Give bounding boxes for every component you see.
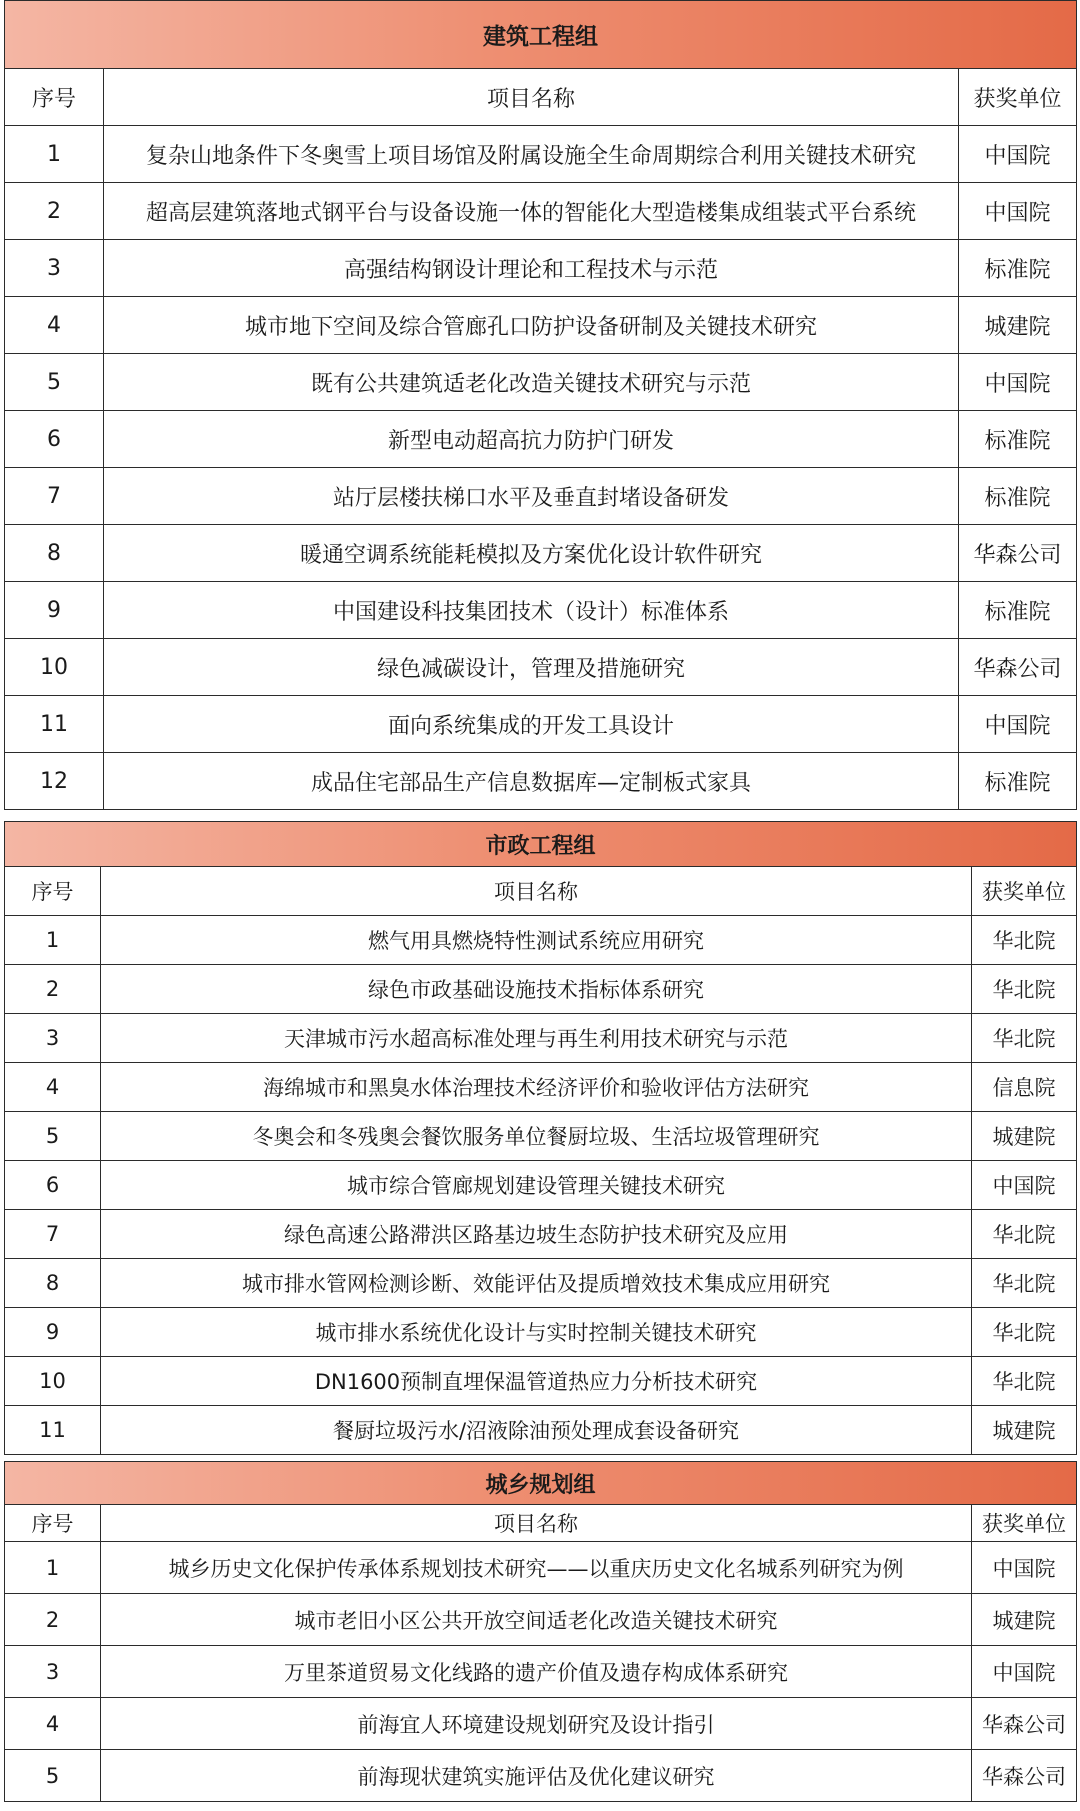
- header-name: 项目名称: [104, 69, 959, 126]
- urban-rural-planning-table: [4, 1461, 1077, 1802]
- row-number: 2: [5, 183, 104, 240]
- section-body: [5, 1462, 1077, 1802]
- column-header-row: [5, 1505, 1077, 1542]
- table-row: [5, 916, 1077, 965]
- row-number: 4: [5, 1063, 101, 1112]
- project-name: 海绵城市和黑臭水体治理技术经济评价和验收评估方法研究: [101, 1063, 972, 1112]
- header-unit: 获奖单位: [972, 1505, 1077, 1542]
- row-number: 1: [5, 1542, 101, 1594]
- section-title-row: [5, 822, 1077, 867]
- municipal-engineering-table: [4, 821, 1077, 1455]
- section-title-row: [5, 1462, 1077, 1505]
- section-title: 城乡规划组: [5, 1462, 1077, 1505]
- header-no: 序号: [5, 69, 104, 126]
- award-unit: 城建院: [972, 1594, 1077, 1646]
- project-name: 绿色减碳设计，管理及措施研究: [104, 639, 959, 696]
- project-name: DN1600预制直埋保温管道热应力分析技术研究: [101, 1357, 972, 1406]
- header-no: 序号: [5, 1505, 101, 1542]
- row-number: 10: [5, 1357, 101, 1406]
- award-unit: 中国院: [972, 1542, 1077, 1594]
- row-number: 1: [5, 916, 101, 965]
- table-row: [5, 696, 1077, 753]
- award-unit: 华北院: [972, 1014, 1077, 1063]
- table-row: [5, 1259, 1077, 1308]
- row-number: 6: [5, 411, 104, 468]
- project-name: 成品住宅部品生产信息数据库—定制板式家具: [104, 753, 959, 810]
- project-name: 燃气用具燃烧特性测试系统应用研究: [101, 916, 972, 965]
- row-number: 11: [5, 1406, 101, 1455]
- project-name: 中国建设科技集团技术（设计）标准体系: [104, 582, 959, 639]
- project-name: 城市排水系统优化设计与实时控制关键技术研究: [101, 1308, 972, 1357]
- award-unit: 华森公司: [972, 1698, 1077, 1750]
- table-row: [5, 1750, 1077, 1802]
- award-unit: 标准院: [959, 240, 1077, 297]
- award-unit: 中国院: [959, 354, 1077, 411]
- table-row: [5, 1646, 1077, 1698]
- project-name: 冬奥会和冬残奥会餐饮服务单位餐厨垃圾、生活垃圾管理研究: [101, 1112, 972, 1161]
- row-number: 4: [5, 1698, 101, 1750]
- project-name: 超高层建筑落地式钢平台与设备设施一体的智能化大型造楼集成组装式平台系统: [104, 183, 959, 240]
- section-body: [5, 1, 1077, 810]
- row-number: 2: [5, 965, 101, 1014]
- project-name: 既有公共建筑适老化改造关键技术研究与示范: [104, 354, 959, 411]
- table-row: [5, 297, 1077, 354]
- award-unit: 标准院: [959, 468, 1077, 525]
- table-row: [5, 411, 1077, 468]
- award-unit: 华森公司: [972, 1750, 1077, 1802]
- row-number: 2: [5, 1594, 101, 1646]
- project-name: 站厅层楼扶梯口水平及垂直封堵设备研发: [104, 468, 959, 525]
- row-number: 8: [5, 525, 104, 582]
- award-unit: 城建院: [972, 1406, 1077, 1455]
- row-number: 3: [5, 1014, 101, 1063]
- table-row: [5, 1210, 1077, 1259]
- project-name: 城市排水管网检测诊断、效能评估及提质增效技术集成应用研究: [101, 1259, 972, 1308]
- table-row: [5, 1112, 1077, 1161]
- award-unit: 华北院: [972, 916, 1077, 965]
- row-number: 5: [5, 354, 104, 411]
- project-name: 万里茶道贸易文化线路的遗产价值及遗存构成体系研究: [101, 1646, 972, 1698]
- award-unit: 中国院: [959, 183, 1077, 240]
- award-unit: 中国院: [959, 696, 1077, 753]
- award-unit: 城建院: [972, 1112, 1077, 1161]
- section-body: [5, 822, 1077, 1455]
- award-unit: 华森公司: [959, 525, 1077, 582]
- row-number: 9: [5, 582, 104, 639]
- column-header-row: [5, 867, 1077, 916]
- project-name: 城市老旧小区公共开放空间适老化改造关键技术研究: [101, 1594, 972, 1646]
- section-title: 市政工程组: [5, 822, 1077, 867]
- row-number: 7: [5, 1210, 101, 1259]
- architecture-engineering-table: [4, 0, 1077, 810]
- project-name: 复杂山地条件下冬奥雪上项目场馆及附属设施全生命周期综合利用关键技术研究: [104, 126, 959, 183]
- header-no: 序号: [5, 867, 101, 916]
- award-unit: 城建院: [959, 297, 1077, 354]
- award-unit: 标准院: [959, 753, 1077, 810]
- section-title-row: [5, 1, 1077, 69]
- table-row: [5, 126, 1077, 183]
- row-number: 3: [5, 240, 104, 297]
- section-title: 建筑工程组: [5, 1, 1077, 69]
- award-unit: 华北院: [972, 1259, 1077, 1308]
- table-row: [5, 639, 1077, 696]
- project-name: 面向系统集成的开发工具设计: [104, 696, 959, 753]
- award-unit: 信息院: [972, 1063, 1077, 1112]
- table-row: [5, 1542, 1077, 1594]
- row-number: 8: [5, 1259, 101, 1308]
- table-row: [5, 1357, 1077, 1406]
- row-number: 5: [5, 1112, 101, 1161]
- table-row: [5, 582, 1077, 639]
- award-unit: 华北院: [972, 1357, 1077, 1406]
- award-unit: 华北院: [972, 1308, 1077, 1357]
- table-row: [5, 1308, 1077, 1357]
- table-row: [5, 354, 1077, 411]
- table-row: [5, 965, 1077, 1014]
- row-number: 4: [5, 297, 104, 354]
- award-unit: 华北院: [972, 965, 1077, 1014]
- award-unit: 华北院: [972, 1210, 1077, 1259]
- row-number: 3: [5, 1646, 101, 1698]
- table-row: [5, 1698, 1077, 1750]
- table-row: [5, 183, 1077, 240]
- project-name: 新型电动超高抗力防护门研发: [104, 411, 959, 468]
- row-number: 5: [5, 1750, 101, 1802]
- award-unit: 中国院: [972, 1646, 1077, 1698]
- award-unit: 华森公司: [959, 639, 1077, 696]
- project-name: 高强结构钢设计理论和工程技术与示范: [104, 240, 959, 297]
- row-number: 1: [5, 126, 104, 183]
- row-number: 11: [5, 696, 104, 753]
- award-unit: 中国院: [972, 1161, 1077, 1210]
- table-row: [5, 1014, 1077, 1063]
- table-row: [5, 525, 1077, 582]
- project-name: 暖通空调系统能耗模拟及方案优化设计软件研究: [104, 525, 959, 582]
- project-name: 餐厨垃圾污水/沼液除油预处理成套设备研究: [101, 1406, 972, 1455]
- row-number: 12: [5, 753, 104, 810]
- award-unit: 标准院: [959, 582, 1077, 639]
- column-header-row: [5, 69, 1077, 126]
- row-number: 7: [5, 468, 104, 525]
- table-row: [5, 468, 1077, 525]
- row-number: 9: [5, 1308, 101, 1357]
- header-unit: 获奖单位: [972, 867, 1077, 916]
- project-name: 绿色市政基础设施技术指标体系研究: [101, 965, 972, 1014]
- project-name: 绿色高速公路滞洪区路基边坡生态防护技术研究及应用: [101, 1210, 972, 1259]
- project-name: 城乡历史文化保护传承体系规划技术研究——以重庆历史文化名城系列研究为例: [101, 1542, 972, 1594]
- table-row: [5, 240, 1077, 297]
- project-name: 天津城市污水超高标准处理与再生利用技术研究与示范: [101, 1014, 972, 1063]
- header-unit: 获奖单位: [959, 69, 1077, 126]
- table-row: [5, 1406, 1077, 1455]
- project-name: 前海宜人环境建设规划研究及设计指引: [101, 1698, 972, 1750]
- project-name: 城市综合管廊规划建设管理关键技术研究: [101, 1161, 972, 1210]
- header-name: 项目名称: [101, 867, 972, 916]
- table-row: [5, 753, 1077, 810]
- project-name: 前海现状建筑实施评估及优化建议研究: [101, 1750, 972, 1802]
- table-row: [5, 1063, 1077, 1112]
- award-unit: 标准院: [959, 411, 1077, 468]
- table-row: [5, 1161, 1077, 1210]
- row-number: 6: [5, 1161, 101, 1210]
- project-name: 城市地下空间及综合管廊孔口防护设备研制及关键技术研究: [104, 297, 959, 354]
- award-unit: 中国院: [959, 126, 1077, 183]
- header-name: 项目名称: [101, 1505, 972, 1542]
- table-row: [5, 1594, 1077, 1646]
- row-number: 10: [5, 639, 104, 696]
